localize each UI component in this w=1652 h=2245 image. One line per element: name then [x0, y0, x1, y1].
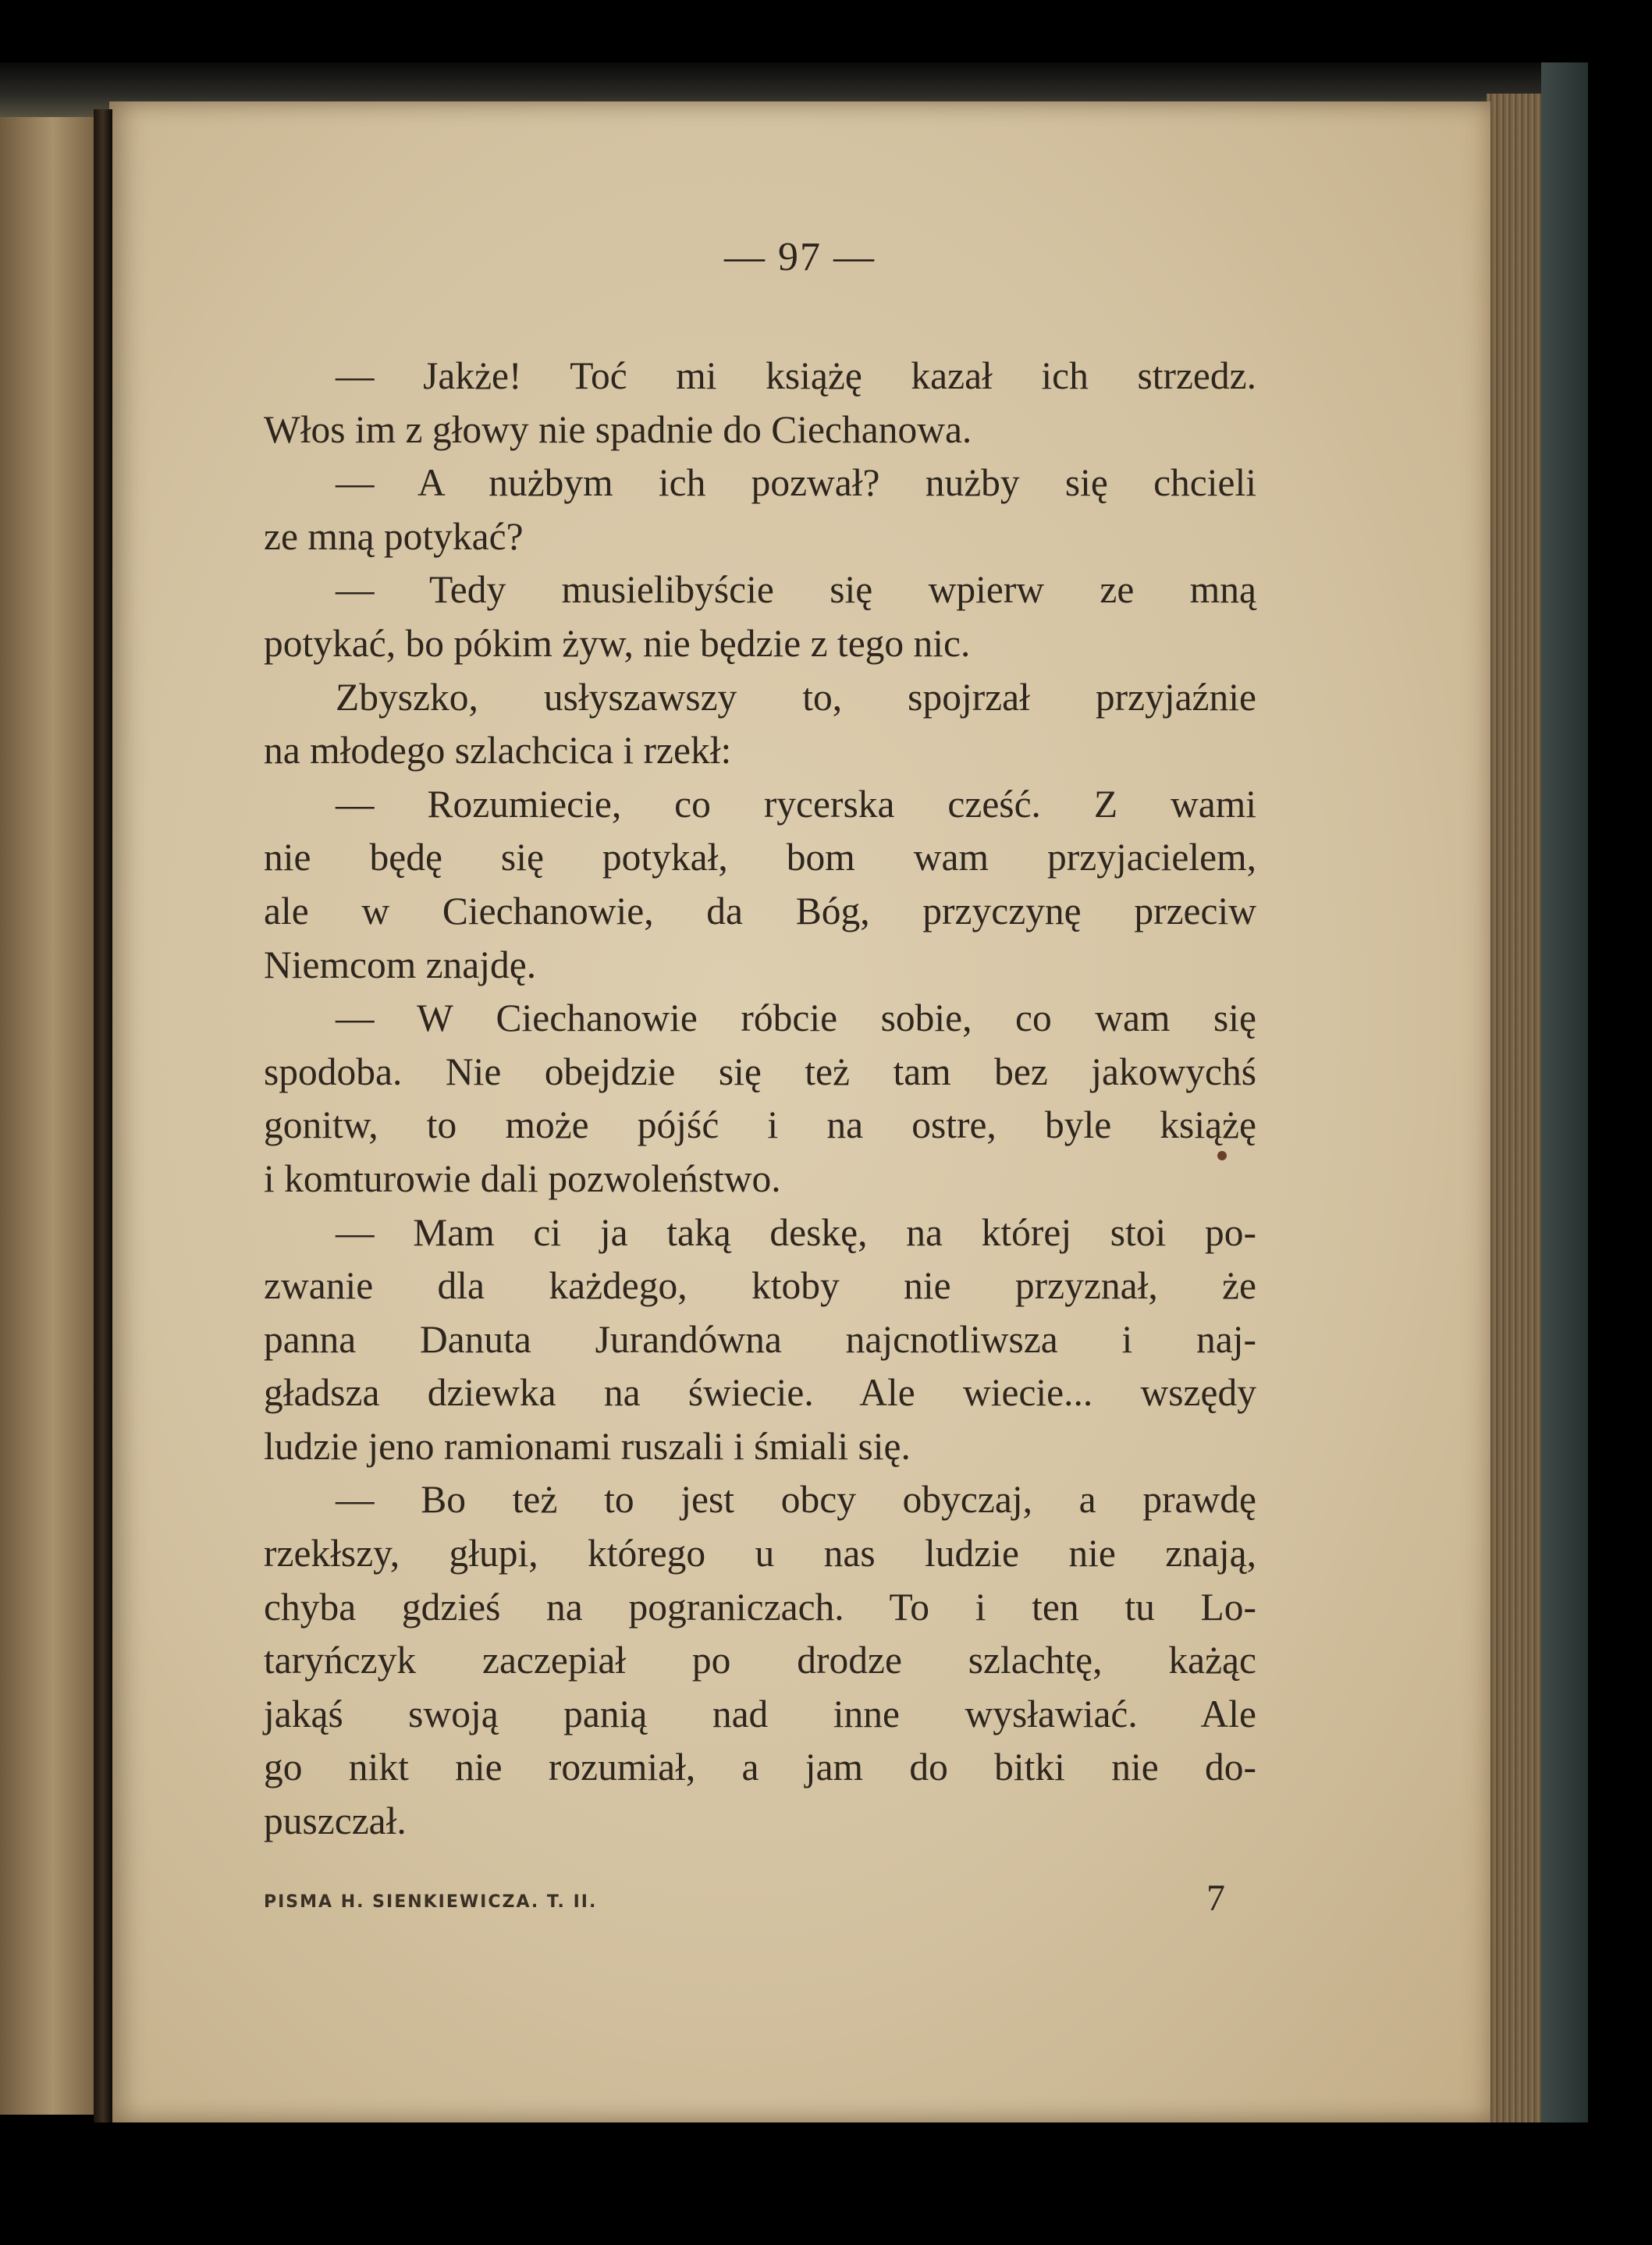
- signature-folio: 7: [1206, 1877, 1225, 1919]
- text-line: spodoba. Nie obejdzie się też tam bez jakowychś: [264, 1050, 1256, 1093]
- book-gutter: [94, 109, 112, 2122]
- text-line: gonitw, to może pójść i na ostre, byle książę: [264, 1103, 1256, 1147]
- text-line: — W Ciechanowie róbcie sobie, co wam się: [336, 996, 1256, 1040]
- text-line: zwanie dla każdego, ktoby nie przyznał, że: [264, 1264, 1256, 1308]
- text-line: chyba gdzieś na pograniczach. To i ten tu Lo-: [264, 1585, 1256, 1629]
- paper-speck: [1217, 1151, 1227, 1160]
- text-line: — Mam ci ja taką deskę, na której stoi po-: [336, 1210, 1256, 1254]
- text-line: Niemcom znajdę.: [264, 943, 537, 986]
- text-line: panna Danuta Jurandówna najcnotliwsza i naj-: [264, 1317, 1256, 1361]
- text-line: go nikt nie rozumiał, a jam do bitki nie do-: [264, 1746, 1256, 1789]
- text-line: puszczał.: [264, 1799, 407, 1843]
- text-line: — Tedy musielibyście się wpierw ze mną: [336, 568, 1256, 612]
- text-line: — Rozumiecie, co rycerska cześć. Z wami: [336, 782, 1256, 826]
- book-page: [109, 101, 1490, 2122]
- book-cover-right: [1541, 62, 1588, 2122]
- text-line: — Bo też to jest obcy obyczaj, a prawdę: [336, 1478, 1256, 1522]
- text-line: potykać, bo pókim żyw, nie będzie z tego nic.: [264, 621, 971, 665]
- printer-signature: PISMA H. SIENKIEWICZA. T. II.: [264, 1892, 598, 1912]
- text-line: taryńczyk zaczepiał po drodze szlachtę, każąc: [264, 1639, 1256, 1682]
- text-line: ze mną potykać?: [264, 514, 524, 558]
- text-line: rzekłszy, głupi, którego u nas ludzie nie znają,: [264, 1532, 1256, 1575]
- text-line: Zbyszko, usłyszawszy to, spojrzał przyjaźnie: [336, 675, 1256, 719]
- text-line: — Jakże! Toć mi książę kazał ich strzedz.: [336, 354, 1256, 397]
- page-number-header: — 97 —: [724, 235, 876, 279]
- text-line: Włos im z głowy nie spadnie do Ciechanowa.: [264, 407, 972, 451]
- text-line: ale w Ciechanowie, da Bóg, przyczynę przeciw: [264, 889, 1256, 932]
- text-line: nie będę się potykał, bom wam przyjacielem,: [264, 836, 1256, 879]
- text-line: ludzie jeno ramionami ruszali i śmiali się.: [264, 1424, 911, 1468]
- text-line: — A nużbym ich pozwał? nużby się chcieli: [336, 461, 1256, 505]
- page-text: [264, 350, 1256, 1849]
- text-line: i komturowie dali pozwoleństwo.: [264, 1156, 781, 1200]
- text-line: jakąś swoją panią nad inne wysławiać. Ale: [264, 1692, 1256, 1735]
- text-line: na młodego szlachcica i rzekł:: [264, 729, 732, 773]
- page-stack-edge: [1487, 94, 1541, 2122]
- text-line: gładsza dziewka na świecie. Ale wiecie... wszędy: [264, 1371, 1256, 1415]
- page-footer: [264, 1877, 1256, 1931]
